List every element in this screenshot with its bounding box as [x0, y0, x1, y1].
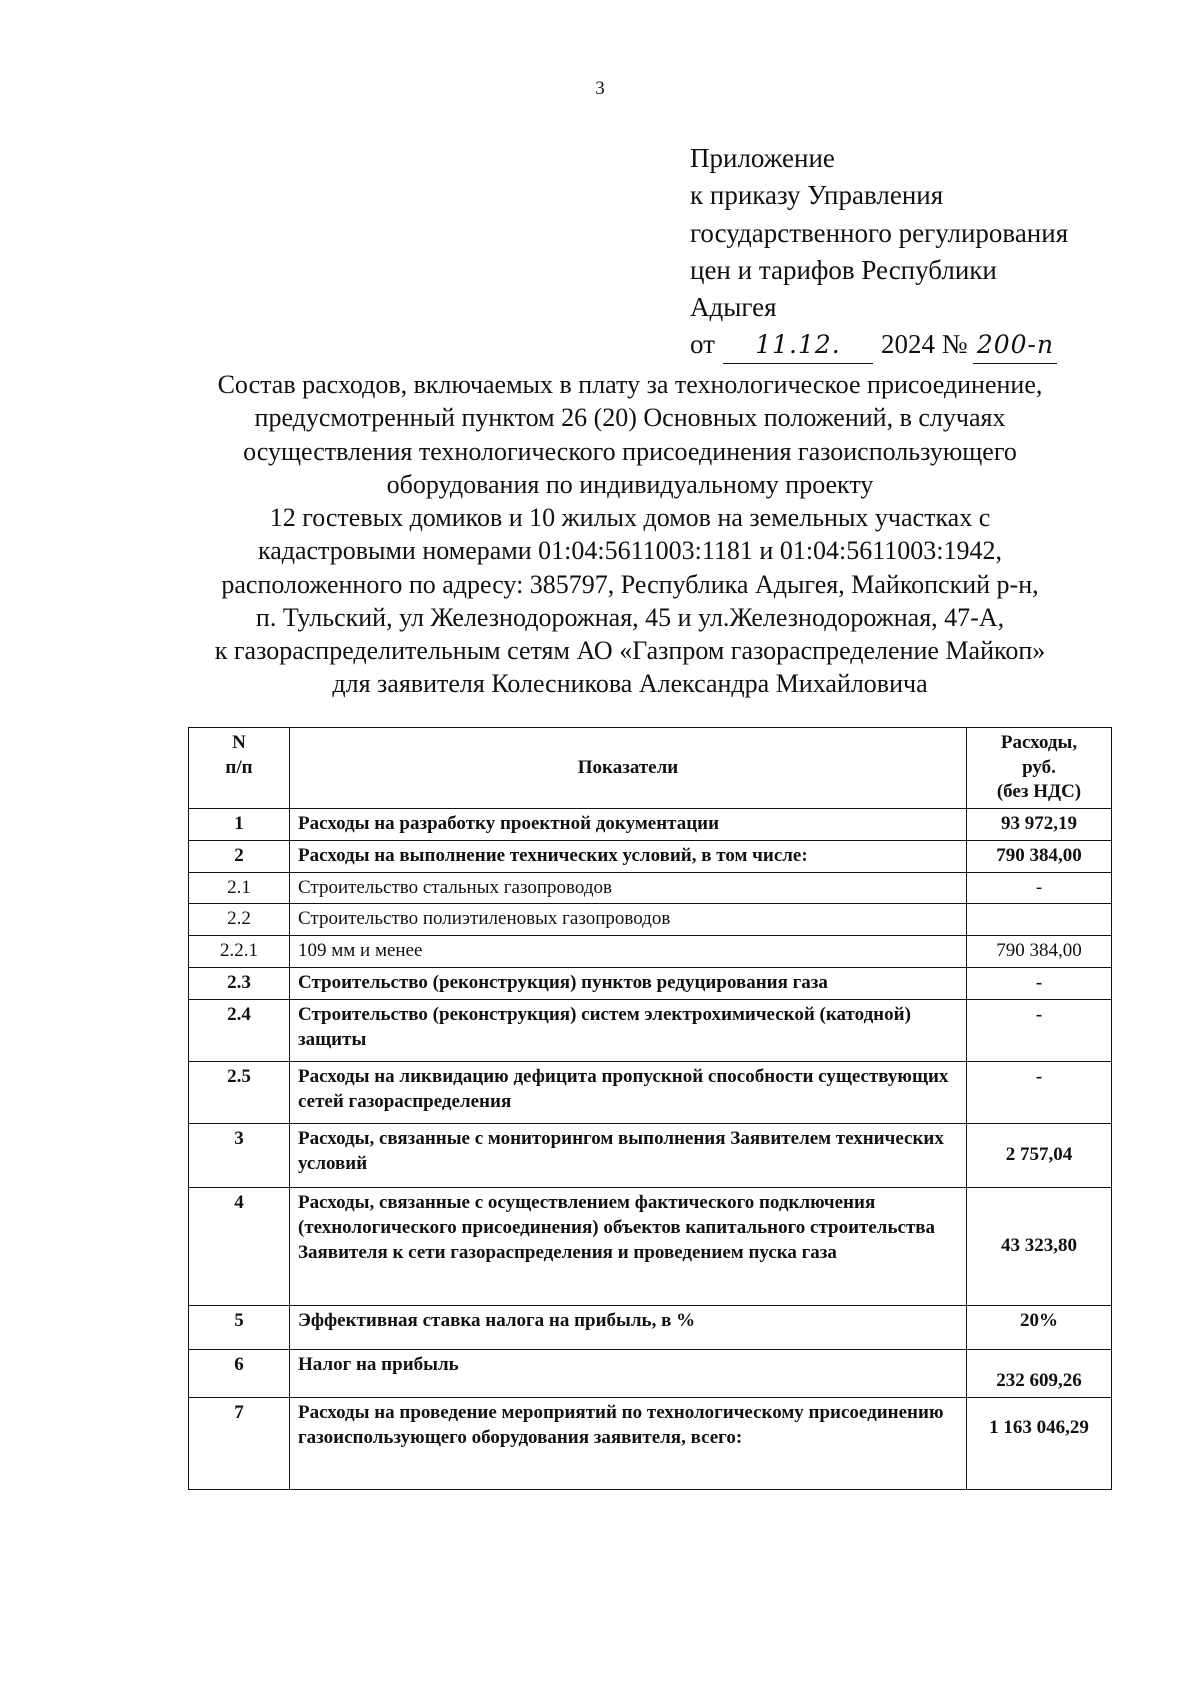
row-number: 2 [189, 840, 290, 872]
table-header-row [189, 728, 1112, 809]
cost-table [188, 727, 1112, 1490]
row-value: 790 384,00 [967, 840, 1112, 872]
row-label: Расходы на ликвидацию дефицита пропускной способности существующих сетей газораспределения [290, 1062, 967, 1124]
header-cost-line: руб. [1022, 756, 1056, 778]
row-number: 2.1 [189, 872, 290, 904]
header-cost-line: Расходы, [1000, 732, 1078, 753]
header-indicator: Показатели [290, 728, 967, 809]
row-number: 5 [189, 1306, 290, 1350]
row-label: Расходы, связанные с мониторингом выполнения Заявителем технических условий [290, 1124, 967, 1188]
row-number: 2.4 [189, 1000, 290, 1062]
table-row [189, 968, 1112, 1000]
row-label: Расходы на выполнение технических условий, в том числе: [290, 840, 967, 872]
row-number: 3 [189, 1124, 290, 1188]
row-number: 6 [189, 1350, 290, 1398]
row-number: 2.2 [189, 904, 290, 936]
title-line: Состав расходов, включаемых в плату за технологическое присоединение, [217, 370, 1043, 399]
date-prefix: от [690, 329, 715, 360]
title-line: п. Тульский, ул Железнодорожная, 45 и ул.Железнодорожная, 47-А, [255, 602, 1005, 632]
row-value: - [967, 1062, 1112, 1124]
row-value: 790 384,00 [967, 936, 1112, 968]
row-label: Расходы на проведение мероприятий по технологическому присоединению газоиспользующего оборудования заявителя, всего: [290, 1398, 967, 1490]
row-label: Строительство полиэтиленовых газопроводов [290, 904, 967, 936]
row-label: 109 мм и менее [290, 936, 967, 968]
order-date-line [690, 326, 1068, 364]
row-value [967, 904, 1112, 936]
table-row [189, 904, 1112, 936]
row-value: 20% [967, 1306, 1112, 1350]
row-number: 4 [189, 1188, 290, 1306]
table-row [189, 872, 1112, 904]
table-row [189, 840, 1112, 872]
table-row [189, 1062, 1112, 1124]
table-row [189, 936, 1112, 968]
row-label: Налог на прибыль [290, 1350, 967, 1398]
appendix-line: Адыгея [690, 292, 777, 322]
title-line: расположенного по адресу: 385797, Республика Адыгея, Майкопский р-н, [221, 569, 1039, 599]
row-label: Строительство (реконструкция) систем электрохимической (катодной) защиты [290, 1000, 967, 1062]
table-row [189, 809, 1112, 841]
table-row [189, 1124, 1112, 1188]
row-value: - [967, 1000, 1112, 1062]
appendix-line: к приказу Управления [690, 180, 944, 211]
title-line: оборудования по индивидуальному проекту [386, 469, 874, 499]
row-label: Эффективная ставка налога на прибыль, в % [290, 1306, 967, 1350]
row-value: 1 163 046,29 [967, 1398, 1112, 1490]
handwritten-order-number: 200-п [973, 328, 1057, 364]
appendix-line: Приложение [690, 143, 835, 173]
table-row [189, 1188, 1112, 1306]
row-label: Строительство (реконструкция) пунктов редуцирования газа [290, 968, 967, 1000]
row-number: 2.3 [189, 968, 290, 1000]
row-value: 43 323,80 [967, 1188, 1112, 1306]
order-year: 2024 № [880, 329, 968, 360]
row-value: 232 609,26 [967, 1350, 1112, 1398]
row-value: - [967, 872, 1112, 904]
table-row [189, 1000, 1112, 1062]
row-label: Расходы, связанные с осуществлением фактического подключения (технологического присоединения) объектов капитального строительства Заявителя к сети газораспределения и проведением пуска газа [290, 1188, 967, 1306]
appendix-line: цен и тарифов Республики [690, 254, 997, 285]
row-number: 7 [189, 1398, 290, 1490]
header-cost-line: (без НДС) [996, 781, 1082, 803]
row-label: Строительство стальных газопроводов [290, 872, 967, 904]
title-line: к газораспределительным сетям АО «Газпром газораспределение Майкоп» [214, 636, 1046, 666]
header-number-line: п/п [225, 756, 253, 778]
header-number [189, 728, 290, 809]
table-row [189, 1398, 1112, 1490]
row-value: - [967, 968, 1112, 1000]
appendix-block [690, 140, 1068, 364]
page-number: 3 [595, 78, 605, 99]
title-line: 12 гостевых домиков и 10 жилых домов на земельных участках с [269, 503, 991, 533]
table-row [189, 1350, 1112, 1398]
title-line: кадастровыми номерами 01:04:5611003:1181 и 01:04:5611003:1942, [257, 536, 1003, 566]
title-line: предусмотренный пунктом 26 (20) Основных положений, в случаях [254, 403, 1006, 433]
header-number-line: N [232, 732, 246, 753]
row-value: 93 972,19 [967, 809, 1112, 841]
row-number: 2.2.1 [189, 936, 290, 968]
appendix-line: государственного регулирования [690, 217, 1069, 248]
row-value: 2 757,04 [967, 1124, 1112, 1188]
handwritten-date: 11.12. [723, 328, 873, 364]
row-label: Расходы на разработку проектной документации [290, 809, 967, 841]
table-row [189, 1306, 1112, 1350]
title-line: для заявителя Колесникова Александра Михайловича [332, 669, 928, 699]
row-number: 2.5 [189, 1062, 290, 1124]
title-line: осуществления технологического присоединения газоиспользующего [243, 436, 1017, 466]
document-title [160, 368, 1100, 701]
header-cost [967, 728, 1112, 809]
row-number: 1 [189, 809, 290, 841]
